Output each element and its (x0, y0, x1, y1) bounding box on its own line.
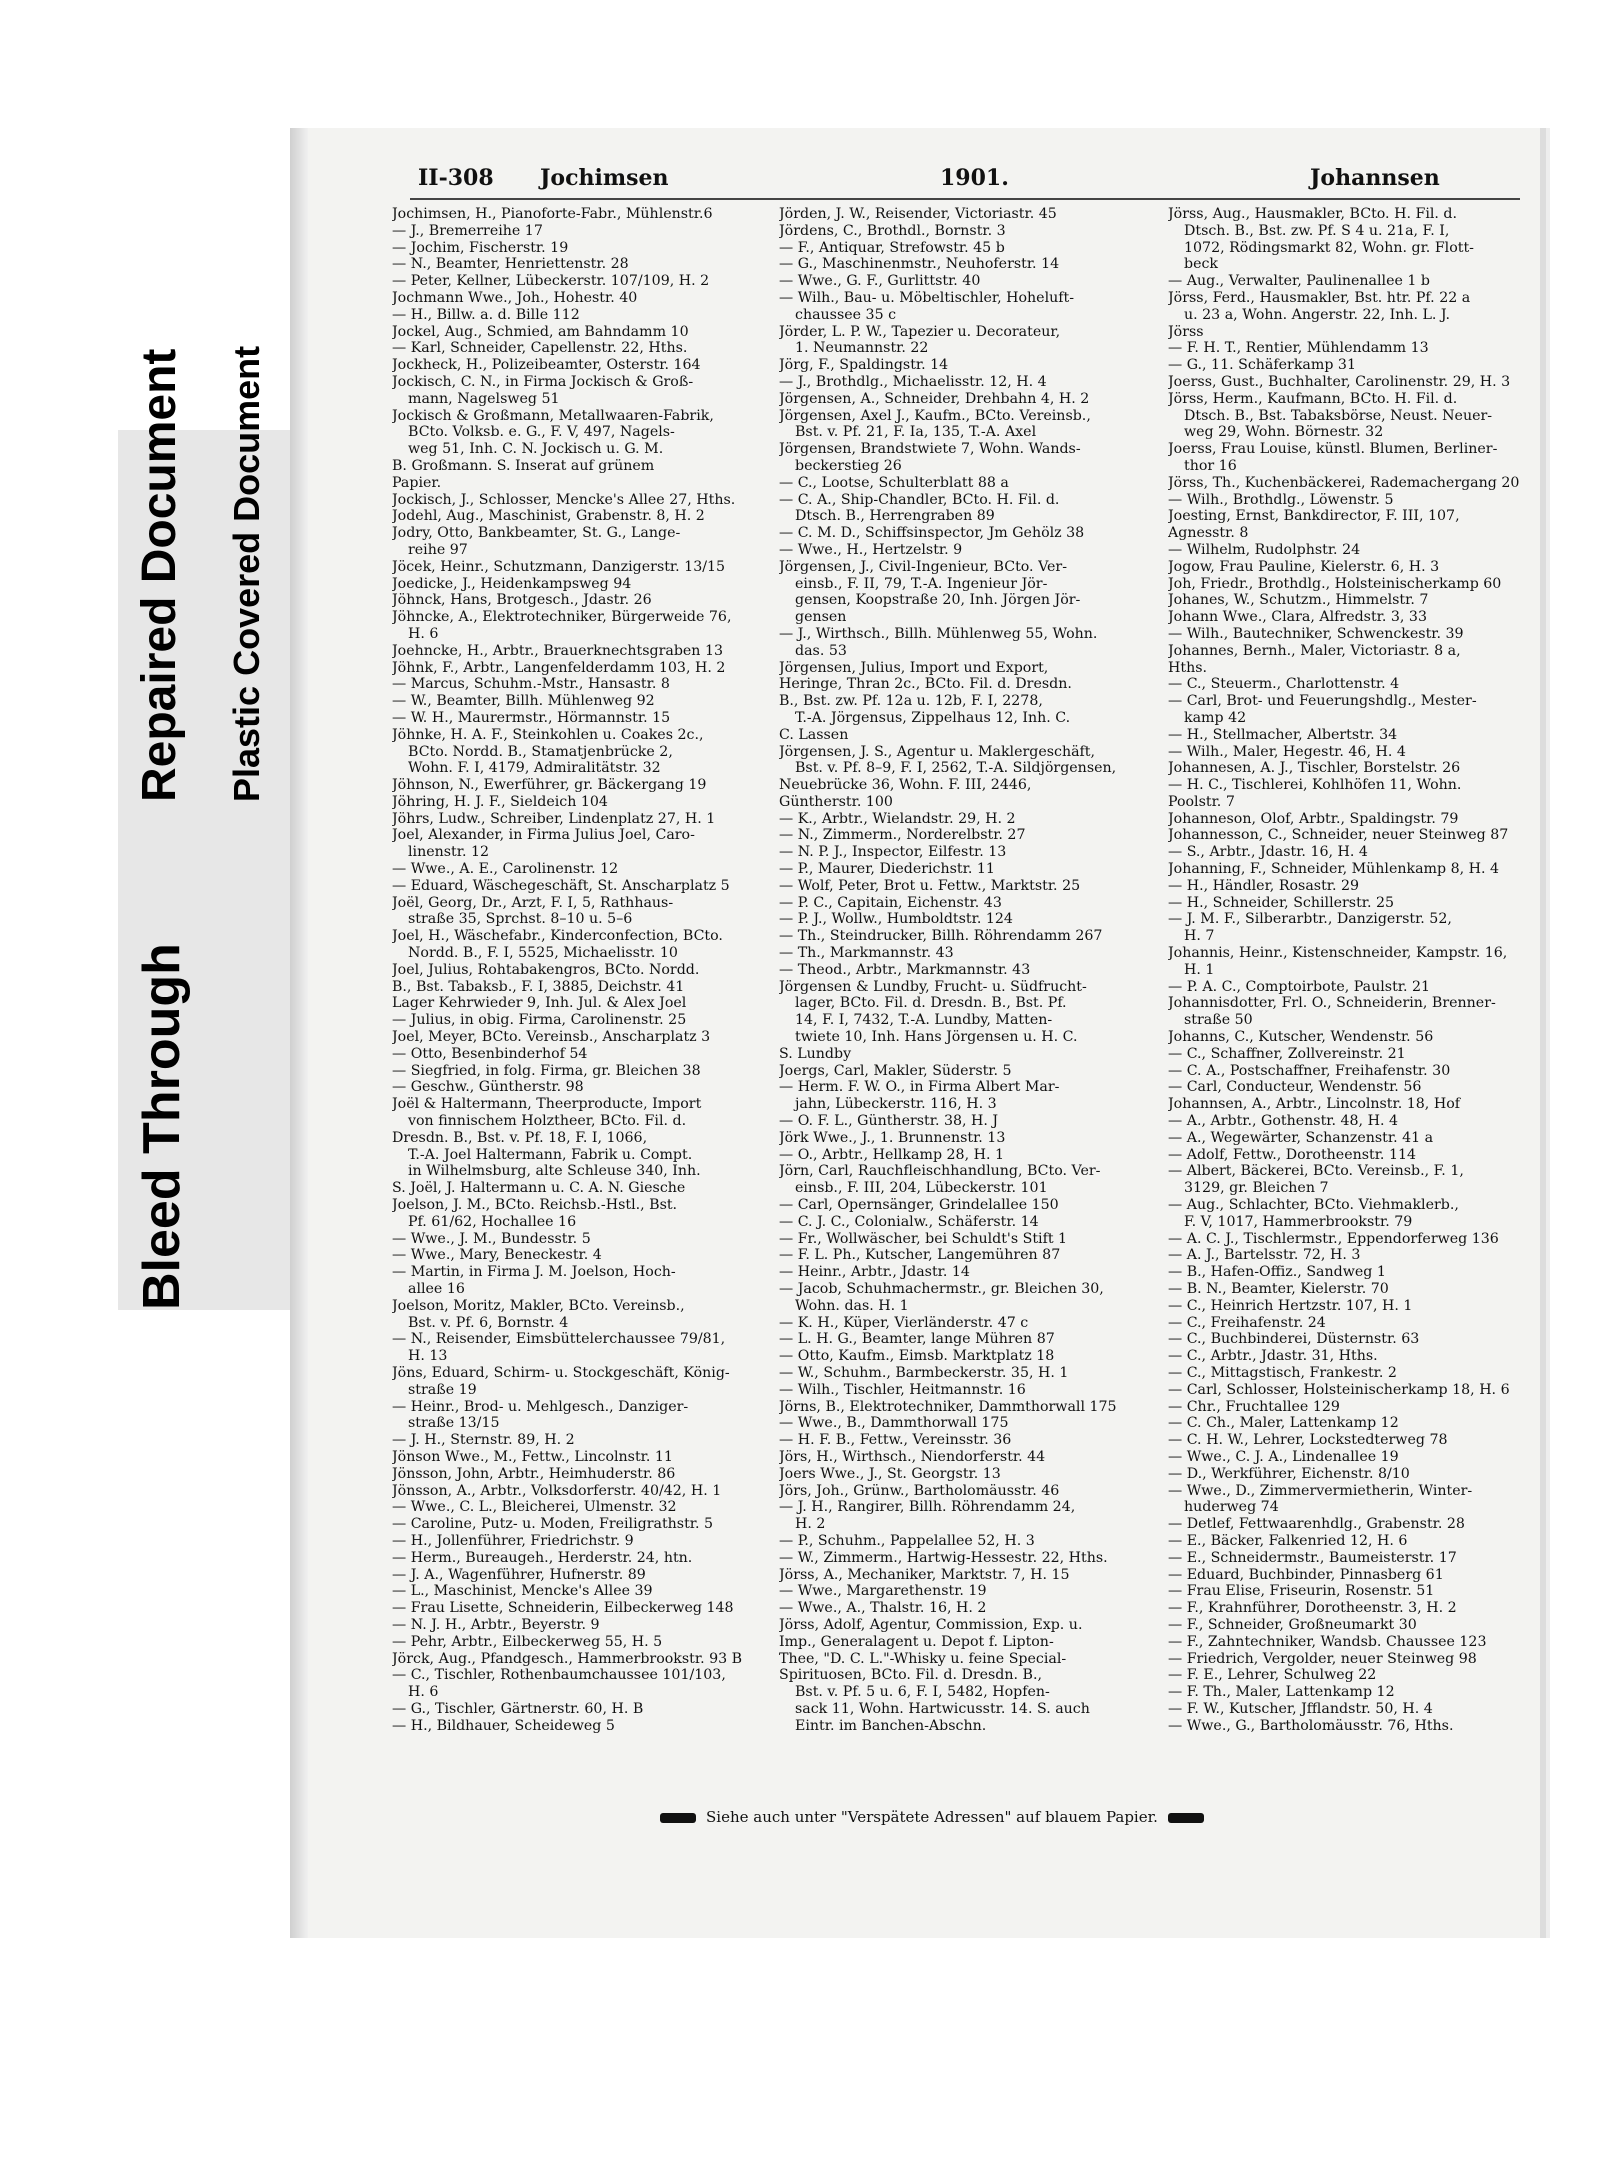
entry-line: — Wilh., Bautechniker, Schwenckestr. 39 (1168, 625, 1464, 642)
entry-line: twiete 10, Inh. Hans Jörgensen u. H. C. (795, 1029, 1078, 1046)
entry-line: — Martin, in Firma J. M. Joelson, Hoch- (392, 1264, 676, 1281)
page-edge (290, 128, 308, 1938)
entry-line: Jöhncke, A., Elektrotechniker, Bürgerweide 76, (392, 609, 732, 626)
bleed-through-label: Bleed Through (133, 943, 191, 1310)
entry-line: in Wilhelmsburg, alte Schleuse 340, Inh. (408, 1163, 701, 1180)
entry-line: — Eduard, Buchbinder, Pinnasberg 61 (1168, 1566, 1444, 1583)
entry-line: Joehncke, H., Arbtr., Brauerknechtsgraben 13 (392, 642, 724, 659)
entry-line: Joël & Haltermann, Theerproducte, Import (392, 1096, 702, 1113)
entry-line: — L., Maschinist, Mencke's Allee 39 (392, 1583, 653, 1600)
entry-line: Jörs, Joh., Grünw., Bartholomäusstr. 46 (779, 1482, 1060, 1499)
entry-line: H. 7 (1184, 928, 1215, 945)
entry-line: Nordd. B., F. I, 5525, Michaelisstr. 10 (408, 945, 678, 962)
plastic-covered-label: Plastic Covered Document (226, 345, 267, 802)
entry-line: Poolstr. 7 (1168, 793, 1235, 810)
entry-line: — Wilh., Brothdlg., Löwenstr. 5 (1168, 491, 1394, 508)
entry-line: — P. J., Wollw., Humboldtstr. 124 (779, 911, 1013, 928)
entry-line: — C. M. D., Schiffsinspector, Jm Gehölz 38 (779, 525, 1085, 542)
entry-line: — Wwe., C. J. A., Lindenallee 19 (1168, 1448, 1399, 1465)
entry-line: Joh, Friedr., Brothdlg., Holsteinischerkamp 60 (1168, 575, 1502, 592)
entry-line: — P. A. C., Comptoirbote, Paulstr. 21 (1168, 978, 1431, 995)
entry-line: — Detlef, Fettwaarenhdlg., Grabenstr. 28 (1168, 1516, 1465, 1533)
footer-note (650, 1808, 1214, 1826)
entry-line: BCto. Nordd. B., Stamatjenbrücke 2, (408, 743, 673, 760)
entry-line: — Siegfried, in folg. Firma, gr. Bleichen 38 (392, 1062, 701, 1079)
entry-line: Jörg, F., Spaldingstr. 14 (779, 357, 949, 374)
entry-line: Johanning, F., Schneider, Mühlenkamp 8, H. 4 (1168, 861, 1500, 878)
entry-line: Jockisch, J., Schlosser, Mencke's Allee 27, Hths. (392, 491, 736, 508)
entry-line: straße 50 (1184, 1012, 1253, 1029)
entry-line: — A., Arbtr., Gothenstr. 48, H. 4 (1168, 1113, 1398, 1130)
entry-line: — C., Steuerm., Charlottenstr. 4 (1168, 676, 1400, 693)
entry-line: — F. W., Kutscher, Jfflandstr. 50, H. 4 (1168, 1700, 1433, 1717)
entry-line: Güntherstr. 100 (779, 793, 893, 810)
entry-line: — Wilh., Maler, Hegestr. 46, H. 4 (1168, 743, 1406, 760)
entry-line: Heringe, Thran 2c., BCto. Fil. d. Dresdn. (779, 676, 1072, 693)
entry-line: — Chr., Fruchtallee 129 (1168, 1398, 1340, 1415)
entry-line: von finnischem Holztheer, BCto. Fil. d. (408, 1113, 687, 1130)
entry-line: Jochmann Wwe., Joh., Hohestr. 40 (392, 289, 638, 306)
entry-line: 1. Neumannstr. 22 (795, 340, 929, 357)
entry-line: — N., Beamter, Henriettenstr. 28 (392, 256, 629, 273)
header-left-word: Jochimsen (540, 165, 669, 191)
entry-line: — H., Bildhauer, Scheideweg 5 (392, 1717, 615, 1734)
entry-line: Joedicke, J., Heidenkampsweg 94 (392, 575, 632, 592)
entry-line: — Heinr., Arbtr., Jdastr. 14 (779, 1264, 970, 1281)
entry-line: — H. C., Tischlerei, Kohlhöfen 11, Wohn. (1168, 777, 1462, 794)
entry-line: Jörss, Aug., Hausmakler, BCto. H. Fil. d. (1168, 206, 1457, 222)
header-year: 1901. (940, 165, 1009, 191)
entry-line: — E., Schneidermstr., Baumeisterstr. 17 (1168, 1549, 1457, 1566)
entry-line: T.-A. Jörgensus, Zippelhaus 12, Inh. C. (795, 709, 1071, 726)
entry-line: — Karl, Schneider, Capellenstr. 22, Hths. (392, 340, 688, 357)
header-right-word: Johannsen (1310, 165, 1440, 191)
entry-line: Joel, H., Wäschefabr., Kinderconfection, BCto. (392, 928, 723, 945)
entry-line: Johanes, W., Schutzm., Himmelstr. 7 (1168, 592, 1429, 609)
entry-line: — N. J. H., Arbtr., Beyerstr. 9 (392, 1616, 600, 1633)
entry-line: Bst. v. Pf. 5 u. 6, F. I, 5482, Hopfen- (795, 1684, 1050, 1701)
entry-line: — F., Schneider, Großneumarkt 30 (1168, 1616, 1417, 1633)
entry-line: — J., Bremerreihe 17 (392, 222, 543, 239)
column-2 (779, 206, 1164, 1735)
entry-line: Johannesson, C., Schneider, neuer Steinweg 87 (1168, 827, 1509, 844)
entry-line: — L. H. G., Beamter, lange Mühren 87 (779, 1331, 1055, 1348)
entry-line: Jörss, Herm., Kaufmann, BCto. H. Fil. d. (1168, 390, 1458, 407)
entry-line: — N., Reisender, Eimsbüttelerchaussee 79/81, (392, 1331, 726, 1348)
entry-line: Dtsch. B., Herrengraben 89 (795, 508, 995, 525)
entry-line: Joel, Julius, Rohtabakengros, BCto. Nordd. (392, 961, 700, 978)
entry-line: — C. A., Postschaffner, Freihafenstr. 30 (1168, 1062, 1451, 1079)
entry-line: chaussee 35 c (795, 306, 897, 323)
entry-line: beck (1184, 256, 1219, 273)
entry-line: S. Lundby (779, 1045, 852, 1062)
entry-line: — Caroline, Putz- u. Moden, Freiligrathstr. 5 (392, 1516, 714, 1533)
entry-line: — Herm. F. W. O., in Firma Albert Mar- (779, 1079, 1060, 1096)
entry-line: Joerss, Gust., Buchhalter, Carolinenstr. 29, H. 3 (1168, 373, 1511, 390)
entry-line: — K., Arbtr., Wielandstr. 29, H. 2 (779, 810, 1016, 827)
entry-line: — Frau Lisette, Schneiderin, Eilbeckerweg 148 (392, 1600, 734, 1617)
entry-line: — Friedrich, Vergolder, neuer Steinweg 98 (1168, 1650, 1477, 1667)
entry-line: Jörgensen, J., Civil-Ingenieur, BCto. Ver- (779, 558, 1067, 575)
entry-line: — F. L. Ph., Kutscher, Langemühren 87 (779, 1247, 1061, 1264)
entry-line: thor 16 (1184, 457, 1237, 474)
entry-line: Jörss, Adolf, Agentur, Commission, Exp. u. (779, 1616, 1083, 1633)
entry-line: — J., Wirthsch., Billh. Mühlenweg 55, Wohn. (779, 625, 1098, 642)
entry-line: Jörgensen, Brandstwiete 7, Wohn. Wands- (779, 441, 1081, 458)
entry-line: Johannes, Bernh., Maler, Victoriastr. 8 a, (1168, 642, 1461, 659)
entry-line: — P. C., Capitain, Eichenstr. 43 (779, 894, 1002, 911)
entry-line: — C. H. W., Lehrer, Lockstedterweg 78 (1168, 1432, 1448, 1449)
entry-line: — C., Arbtr., Jdastr. 31, Hths. (1168, 1348, 1378, 1365)
entry-line: u. 23 a, Wohn. Angerstr. 22, Inh. L. J. (1184, 306, 1451, 323)
entry-line: — Carl, Schlosser, Holsteinischerkamp 18, H. 6 (1168, 1381, 1510, 1398)
entry-line: 14, F. I, 7432, T.-A. Lundby, Matten- (795, 1012, 1053, 1029)
entry-line: — F., Zahntechniker, Wandsb. Chaussee 123 (1168, 1633, 1487, 1650)
entry-line: — C., Schaffner, Zollvereinstr. 21 (1168, 1045, 1406, 1062)
entry-line: F. V, 1017, Hammerbrookstr. 79 (1184, 1213, 1413, 1230)
entry-line: Jochimsen, H., Pianoforte-Fabr., Mühlenstr.6 (392, 206, 713, 222)
entry-line: Jönsson, A., Arbtr., Volksdorferstr. 40/42, H. 1 (392, 1482, 722, 1499)
entry-line: — A. J., Bartelsstr. 72, H. 3 (1168, 1247, 1361, 1264)
entry-line: — Wwe., A., Thalstr. 16, H. 2 (779, 1600, 987, 1617)
column-3 (1168, 206, 1523, 1735)
entry-line: T.-A. Joel Haltermann, Fabrik u. Compt. (408, 1146, 693, 1163)
entry-line: Jörss (1168, 323, 1204, 340)
entry-line: — C., Tischler, Rothenbaumchaussee 101/103, (392, 1667, 726, 1684)
repaired-document-label: Repaired Document (133, 348, 186, 802)
entry-line: Joel, Alexander, in Firma Julius Joel, Caro- (392, 827, 695, 844)
entry-line: mann, Nagelsweg 51 (408, 390, 560, 407)
entry-line: — J. A., Wagenführer, Hufnerstr. 89 (392, 1566, 646, 1583)
entry-line: Joel, Meyer, BCto. Vereinsb., Anscharplatz 3 (392, 1029, 711, 1046)
entry-line: — Wilh., Bau- u. Möbeltischler, Hoheluft- (779, 289, 1074, 306)
entry-line: — C., Mittagstisch, Frankestr. 2 (1168, 1364, 1397, 1381)
entry-line: Jockisch & Großmann, Metallwaaren-Fabrik, (392, 407, 714, 424)
entry-line: — Wilh., Tischler, Heitmannstr. 16 (779, 1381, 1026, 1398)
entry-line: — Eduard, Wäschegeschäft, St. Anscharplatz 5 (392, 877, 730, 894)
entry-line: Johanneson, Olof, Arbtr., Spaldingstr. 79 (1168, 810, 1459, 827)
entry-line: gensen, Koopstraße 20, Inh. Jörgen Jör- (795, 592, 1081, 609)
entry-line: Jörgensen, J. S., Agentur u. Maklergeschäft, (779, 743, 1096, 760)
entry-line: — K. H., Küper, Vierländerstr. 47 c (779, 1314, 1029, 1331)
entry-line: Wohn. F. I, 4179, Admiralitätstr. 32 (408, 760, 661, 777)
entry-line: B. Großmann. S. Inserat auf grünem (392, 457, 655, 474)
entry-line: — C. Ch., Maler, Lattenkamp 12 (1168, 1415, 1399, 1432)
entry-line: Johannis, Heinr., Kistenschneider, Kampstr. 16, (1168, 945, 1508, 962)
entry-line: — C. J. C., Colonialw., Schäferstr. 14 (779, 1213, 1039, 1230)
entry-line: Joelson, J. M., BCto. Reichsb.-Hstl., Bst. (392, 1197, 678, 1214)
entry-line: — A. C. J., Tischlermstr., Eppendorferweg 136 (1168, 1230, 1499, 1247)
pointing-hand-icon (1168, 1813, 1204, 1823)
entry-line: — Pehr, Arbtr., Eilbeckerweg 55, H. 5 (392, 1633, 663, 1650)
entry-line: — O., Arbtr., Hellkamp 28, H. 1 (779, 1146, 1005, 1163)
entry-line: — J. M. F., Silberarbtr., Danzigerstr. 52, (1168, 911, 1452, 928)
entry-line: — Wwe., A. E., Carolinenstr. 12 (392, 861, 619, 878)
entry-line: — P., Schuhm., Pappelallee 52, H. 3 (779, 1532, 1035, 1549)
entry-line: — Jacob, Schuhmachermstr., gr. Bleichen 30, (779, 1281, 1104, 1297)
entry-line: — Heinr., Brod- u. Mehlgesch., Danziger- (392, 1398, 689, 1415)
entry-line: Johanns, C., Kutscher, Wendenstr. 56 (1168, 1029, 1434, 1046)
entry-line: — C. A., Ship-Chandler, BCto. H. Fil. d. (779, 491, 1060, 508)
entry-line: — Wilhelm, Rudolphstr. 24 (1168, 541, 1361, 558)
page-number: II-308 (418, 165, 494, 191)
entry-line: Jördens, C., Brothdl., Bornstr. 3 (779, 222, 1006, 239)
entry-line: — Julius, in obig. Firma, Carolinenstr. 25 (392, 1012, 687, 1029)
entry-line: Jockel, Aug., Schmied, am Bahndamm 10 (392, 323, 689, 340)
entry-line: Jörgensen, A., Schneider, Drehbahn 4, H. 2 (779, 390, 1090, 407)
entry-line: Bst. v. Pf. 8–9, F. I, 2562, T.-A. Sildjörgensen, (795, 760, 1117, 777)
entry-line: huderweg 74 (1184, 1499, 1279, 1516)
entry-line: Jönsson, John, Arbtr., Heimhuderstr. 86 (392, 1465, 676, 1482)
entry-line: Jörder, L. P. W., Tapezier u. Decorateur, (779, 323, 1061, 340)
entry-line: — J. H., Sternstr. 89, H. 2 (392, 1432, 575, 1449)
entry-line: — Adolf, Fettw., Dorotheenstr. 114 (1168, 1146, 1417, 1163)
label-strip (118, 345, 310, 1310)
entry-line: Agnesstr. 8 (1168, 525, 1249, 542)
entry-line: Jogow, Frau Pauline, Kielerstr. 6, H. 3 (1168, 558, 1440, 575)
entry-line: jahn, Lübeckerstr. 116, H. 3 (795, 1096, 997, 1113)
entry-line: Johann Wwe., Clara, Alfredstr. 3, 33 (1168, 609, 1427, 626)
entry-line: straße 19 (408, 1381, 477, 1398)
entry-line: Papier. (392, 474, 442, 491)
entry-line: — O. F. L., Güntherstr. 38, H. J (779, 1113, 999, 1130)
entry-line: sack 11, Wohn. Hartwicusstr. 14. S. auch (795, 1700, 1090, 1717)
entry-line: — C., Buchbinderei, Düsternstr. 63 (1168, 1331, 1420, 1348)
entry-line: Jörgensen, Axel J., Kaufm., BCto. Vereinsb., (779, 407, 1091, 424)
entry-line: Jönson Wwe., M., Fettw., Lincolnstr. 11 (392, 1448, 673, 1465)
entry-line: — B. N., Beamter, Kielerstr. 70 (1168, 1281, 1389, 1297)
entry-line: — W., Beamter, Billh. Mühlenweg 92 (392, 693, 655, 710)
entry-line: — Wolf, Peter, Brot u. Fettw., Marktstr. 25 (779, 877, 1081, 894)
entry-line: kamp 42 (1184, 709, 1247, 726)
entry-line: Jörgensen, Julius, Import und Export, (779, 659, 1049, 676)
entry-line: — Aug., Verwalter, Paulinenallee 1 b (1168, 273, 1430, 290)
entry-line: — B., Hafen-Offiz., Sandweg 1 (1168, 1264, 1386, 1281)
entry-line: Jörk Wwe., J., 1. Brunnenstr. 13 (779, 1129, 1006, 1146)
entry-line: — W., Zimmerm., Hartwig-Hessestr. 22, Hths. (779, 1549, 1108, 1566)
entry-line: — F. H. T., Rentier, Mühlendamm 13 (1168, 340, 1429, 357)
entry-line: — F., Krahnführer, Dorotheenstr. 3, H. 2 (1168, 1600, 1457, 1617)
entry-line: — Fr., Wollwäscher, bei Schuldt's Stift 1 (779, 1230, 1068, 1247)
entry-line: Imp., Generalagent u. Depot f. Lipton- (779, 1633, 1054, 1650)
entry-line: — Carl, Brot- und Feuerungshdlg., Mester- (1168, 693, 1477, 710)
entry-line: C. Lassen (779, 726, 849, 743)
entry-line: Pf. 61/62, Hochallee 16 (408, 1213, 577, 1230)
entry-line: — N. P. J., Inspector, Eilfestr. 13 (779, 844, 1007, 861)
entry-line: — C., Freihafenstr. 24 (1168, 1314, 1326, 1331)
pointing-hand-icon (660, 1813, 696, 1823)
entry-line: — Wwe., Mary, Beneckestr. 4 (392, 1247, 602, 1264)
entry-line: — D., Werkführer, Eichenstr. 8/10 (1168, 1465, 1410, 1482)
entry-line: einsb., F. II, 79, T.-A. Ingenieur Jör- (795, 575, 1048, 592)
entry-line: Joelson, Moritz, Makler, BCto. Vereinsb., (392, 1297, 685, 1314)
entry-line: — H., Stellmacher, Albertstr. 34 (1168, 726, 1398, 743)
entry-line: reihe 97 (408, 541, 468, 558)
entry-line: Joers Wwe., J., St. Georgstr. 13 (779, 1465, 1001, 1482)
entry-line: Jodry, Otto, Bankbeamter, St. G., Lange- (392, 525, 681, 542)
entry-line: Jodehl, Aug., Maschinist, Grabenstr. 8, H. 2 (392, 508, 705, 525)
header-rule (410, 198, 1520, 200)
entry-line: lager, BCto. Fil. d. Dresdn. B., Bst. Pf. (795, 995, 1067, 1012)
entry-line: H. 1 (1184, 961, 1215, 978)
entry-line: Hths. (1168, 659, 1208, 676)
entry-line: — P., Maurer, Diederichstr. 11 (779, 861, 995, 878)
entry-line: — Otto, Besenbinderhof 54 (392, 1045, 588, 1062)
entry-line: einsb., F. III, 204, Lübeckerstr. 101 (795, 1180, 1048, 1197)
entry-line: Dresdn. B., Bst. v. Pf. 18, F. I, 1066, (392, 1129, 648, 1146)
entry-line: Jörns, B., Elektrotechniker, Dammthorwall 175 (779, 1398, 1117, 1415)
entry-line: — F. Th., Maler, Lattenkamp 12 (1168, 1684, 1395, 1701)
entry-line: 1072, Rödingsmarkt 82, Wohn. gr. Flott- (1184, 239, 1474, 256)
entry-line: — Aug., Schlachter, BCto. Viehmaklerb., (1168, 1197, 1459, 1214)
entry-line: Jörs, H., Wirthsch., Niendorferstr. 44 (779, 1448, 1046, 1465)
entry-line: Jörss, A., Mechaniker, Marktstr. 7, H. 15 (779, 1566, 1070, 1583)
entry-line: Joël, Georg, Dr., Arzt, F. I, 5, Rathhaus- (392, 894, 674, 911)
entry-line: — Wwe., J. M., Bundesstr. 5 (392, 1230, 591, 1247)
entry-line: — Wwe., H., Hertzelstr. 9 (779, 541, 963, 558)
entry-line: Jöhnck, Hans, Brotgesch., Jdastr. 26 (392, 592, 652, 609)
entry-line: Thee, "D. C. L."-Whisky u. feine Special- (779, 1650, 1067, 1667)
entry-line: — Frau Elise, Friseurin, Rosenstr. 51 (1168, 1583, 1435, 1600)
entry-line: — Wwe., C. L., Bleicherei, Ulmenstr. 32 (392, 1499, 677, 1516)
entry-line: Eintr. im Banchen-Abschn. (795, 1717, 987, 1734)
entry-line: — F., Antiquar, Strefowstr. 45 b (779, 239, 1005, 256)
entry-line: S. Joël, J. Haltermann u. C. A. N. Giesche (392, 1180, 686, 1197)
entry-line: — Geschw., Güntherstr. 98 (392, 1079, 584, 1096)
entry-line: H. 2 (795, 1516, 826, 1533)
entry-line: — Theod., Arbtr., Markmannstr. 43 (779, 961, 1031, 978)
entry-line: — Albert, Bäckerei, BCto. Vereinsb., F. 1, (1168, 1163, 1464, 1180)
entry-line: — W., Schuhm., Barmbeckerstr. 35, H. 1 (779, 1364, 1069, 1381)
entry-line: Jöcek, Heinr., Schutzmann, Danzigerstr. 13/15 (392, 558, 726, 575)
entry-line: Joesting, Ernst, Bankdirector, F. III, 107, (1168, 508, 1460, 525)
entry-line: linenstr. 12 (408, 844, 490, 861)
footer-text: Siehe auch unter "Verspätete Adressen" auf blauem Papier. (706, 1808, 1158, 1826)
entry-line: Jöhnke, H. A. F., Steinkohlen u. Coakes 2c., (392, 726, 704, 743)
entry-line: — C., Heinrich Hertzstr. 107, H. 1 (1168, 1297, 1413, 1314)
entry-line: — E., Bäcker, Falkenried 12, H. 6 (1168, 1532, 1408, 1549)
entry-line: Lager Kehrwieder 9, Inh. Jul. & Alex Joel (392, 995, 687, 1012)
entry-line: Bst. v. Pf. 21, F. Ia, 135, T.-A. Axel (795, 424, 1037, 441)
entry-line: Bst. v. Pf. 6, Bornstr. 4 (408, 1314, 569, 1331)
entry-line: — H., Schneider, Schillerstr. 25 (1168, 894, 1395, 911)
entry-line: — Wwe., G., Bartholomäusstr. 76, Hths. (1168, 1717, 1454, 1734)
entry-line: Johannsen, A., Arbtr., Lincolnstr. 18, Hof (1168, 1096, 1460, 1113)
entry-line: Jörck, Aug., Pfandgesch., Hammerbrookstr. 93 B (392, 1650, 743, 1667)
entry-line: — H., Händler, Rosastr. 29 (1168, 877, 1360, 894)
entry-line: — Wwe., Margarethenstr. 19 (779, 1583, 987, 1600)
entry-line: — H., Jollenführer, Friedrichstr. 9 (392, 1532, 634, 1549)
entry-line: Jörn, Carl, Rauchfleischhandlung, BCto. Ver- (779, 1163, 1101, 1180)
entry-line: — Carl, Conducteur, Wendenstr. 56 (1168, 1079, 1422, 1096)
entry-line: — Herm., Bureaugeh., Herderstr. 24, htn. (392, 1549, 693, 1566)
entry-line: — W. H., Maurermstr., Hörmannstr. 15 (392, 709, 671, 726)
entry-line: das. 53 (795, 642, 847, 659)
entry-line: — J. H., Rangirer, Billh. Röhrendamm 24, (779, 1499, 1076, 1516)
entry-line: — Marcus, Schuhm.-Mstr., Hansastr. 8 (392, 676, 670, 693)
entry-line: — H., Billw. a. d. Bille 112 (392, 306, 580, 323)
entry-line: Johannesen, A. J., Tischler, Borstelstr. 26 (1168, 760, 1461, 777)
entry-line: Jöhrs, Ludw., Schreiber, Lindenplatz 27, H. 1 (392, 810, 716, 827)
entry-line: Joergs, Carl, Makler, Süderstr. 5 (779, 1062, 1012, 1079)
entry-line: Dtsch. B., Bst. Tabaksbörse, Neust. Neuer- (1184, 407, 1493, 424)
entry-line: straße 35, Sprchst. 8–10 u. 5–6 (408, 911, 633, 928)
entry-line: — N., Zimmerm., Norderelbstr. 27 (779, 827, 1026, 844)
entry-line: Jörss, Ferd., Hausmakler, Bst. htr. Pf. 22 a (1168, 289, 1471, 306)
entry-line: Jockheck, H., Polizeibeamter, Osterstr. 164 (392, 357, 701, 374)
entry-line: Jörden, J. W., Reisender, Victoriastr. 45 (779, 206, 1057, 222)
entry-line: — S., Arbtr., Jdastr. 16, H. 4 (1168, 844, 1368, 861)
entry-line: — G., Maschinenmstr., Neuhoferstr. 14 (779, 256, 1060, 273)
entry-line: — C., Lootse, Schulterblatt 88 a (779, 474, 1009, 491)
entry-line: Dtsch. B., Bst. zw. Pf. S 4 u. 21a, F. I, (1184, 222, 1450, 239)
entry-line: — F. E., Lehrer, Schulweg 22 (1168, 1667, 1377, 1684)
entry-line: — Th., Markmannstr. 43 (779, 945, 954, 962)
entry-line: Neuebrücke 36, Wohn. F. III, 2446, (779, 777, 1032, 794)
entry-line: BCto. Volksb. e. G., F. V, 497, Nagels- (408, 424, 675, 441)
entry-line: weg 51, Inh. C. N. Jockisch u. G. M. (408, 441, 664, 458)
entry-line: Jörss, Th., Kuchenbäckerei, Rademachergang 20 (1168, 474, 1520, 491)
entry-line: — H. F. B., Fettw., Vereinsstr. 36 (779, 1432, 1012, 1449)
column-1 (392, 206, 777, 1735)
entry-line: H. 6 (408, 625, 439, 642)
entry-line: — G., 11. Schäferkamp 31 (1168, 357, 1356, 374)
entry-line: 3129, gr. Bleichen 7 (1184, 1180, 1329, 1197)
entry-line: Joerss, Frau Louise, künstl. Blumen, Berliner- (1168, 441, 1498, 458)
entry-line: Jörgensen & Lundby, Frucht- u. Südfrucht- (779, 978, 1087, 995)
entry-line: B., Bst. Tabaksb., F. I, 3885, Deichstr. 41 (392, 978, 685, 995)
entry-line: — Peter, Kellner, Lübeckerstr. 107/109, H. 2 (392, 273, 710, 290)
entry-line: Jockisch, C. N., in Firma Jockisch & Groß- (392, 373, 694, 390)
entry-line: beckerstieg 26 (795, 457, 902, 474)
entry-line: — G., Tischler, Gärtnerstr. 60, H. B (392, 1700, 644, 1717)
entry-line: — J., Brothdlg., Michaelisstr. 12, H. 4 (779, 373, 1047, 390)
entry-line: — Jochim, Fischerstr. 19 (392, 239, 569, 256)
entry-line: H. 6 (408, 1684, 439, 1701)
entry-line: gensen (795, 609, 847, 626)
entry-line: Jöhnson, N., Ewerführer, gr. Bäckergang 19 (392, 777, 707, 794)
entry-line: — A., Wegewärter, Schanzenstr. 41 a (1168, 1129, 1434, 1146)
entry-line: — Carl, Opernsänger, Grindelallee 150 (779, 1197, 1059, 1214)
entry-line: B., Bst. zw. Pf. 12a u. 12b, F. I, 2278, (779, 693, 1043, 710)
entry-line: H. 13 (408, 1348, 448, 1365)
entry-line: Jöhnk, F., Arbtr., Langenfelderdamm 103, H. 2 (392, 659, 726, 676)
entry-line: — Wwe., B., Dammthorwall 175 (779, 1415, 1009, 1432)
entry-line: Wohn. das. H. 1 (795, 1297, 909, 1314)
entry-line: — Th., Steindrucker, Billh. Röhrendamm 267 (779, 928, 1103, 945)
entry-line: straße 13/15 (408, 1415, 500, 1432)
entry-line: weg 29, Wohn. Börnestr. 32 (1184, 424, 1384, 441)
entry-line: Johannisdotter, Frl. O., Schneiderin, Brenner- (1168, 995, 1496, 1012)
entry-line: allee 16 (408, 1281, 465, 1297)
entry-line: — Wwe., G. F., Gurlittstr. 40 (779, 273, 981, 290)
entry-line: Spirituosen, BCto. Fil. d. Dresdn. B., (779, 1667, 1042, 1684)
entry-line: Jöhring, H. J. F., Sieldeich 104 (392, 793, 608, 810)
entry-line: — Otto, Kaufm., Eimsb. Marktplatz 18 (779, 1348, 1055, 1365)
entry-line: Jöns, Eduard, Schirm- u. Stockgeschäft, König- (392, 1364, 730, 1381)
entry-line: — Wwe., D., Zimmervermietherin, Winter- (1168, 1482, 1473, 1499)
